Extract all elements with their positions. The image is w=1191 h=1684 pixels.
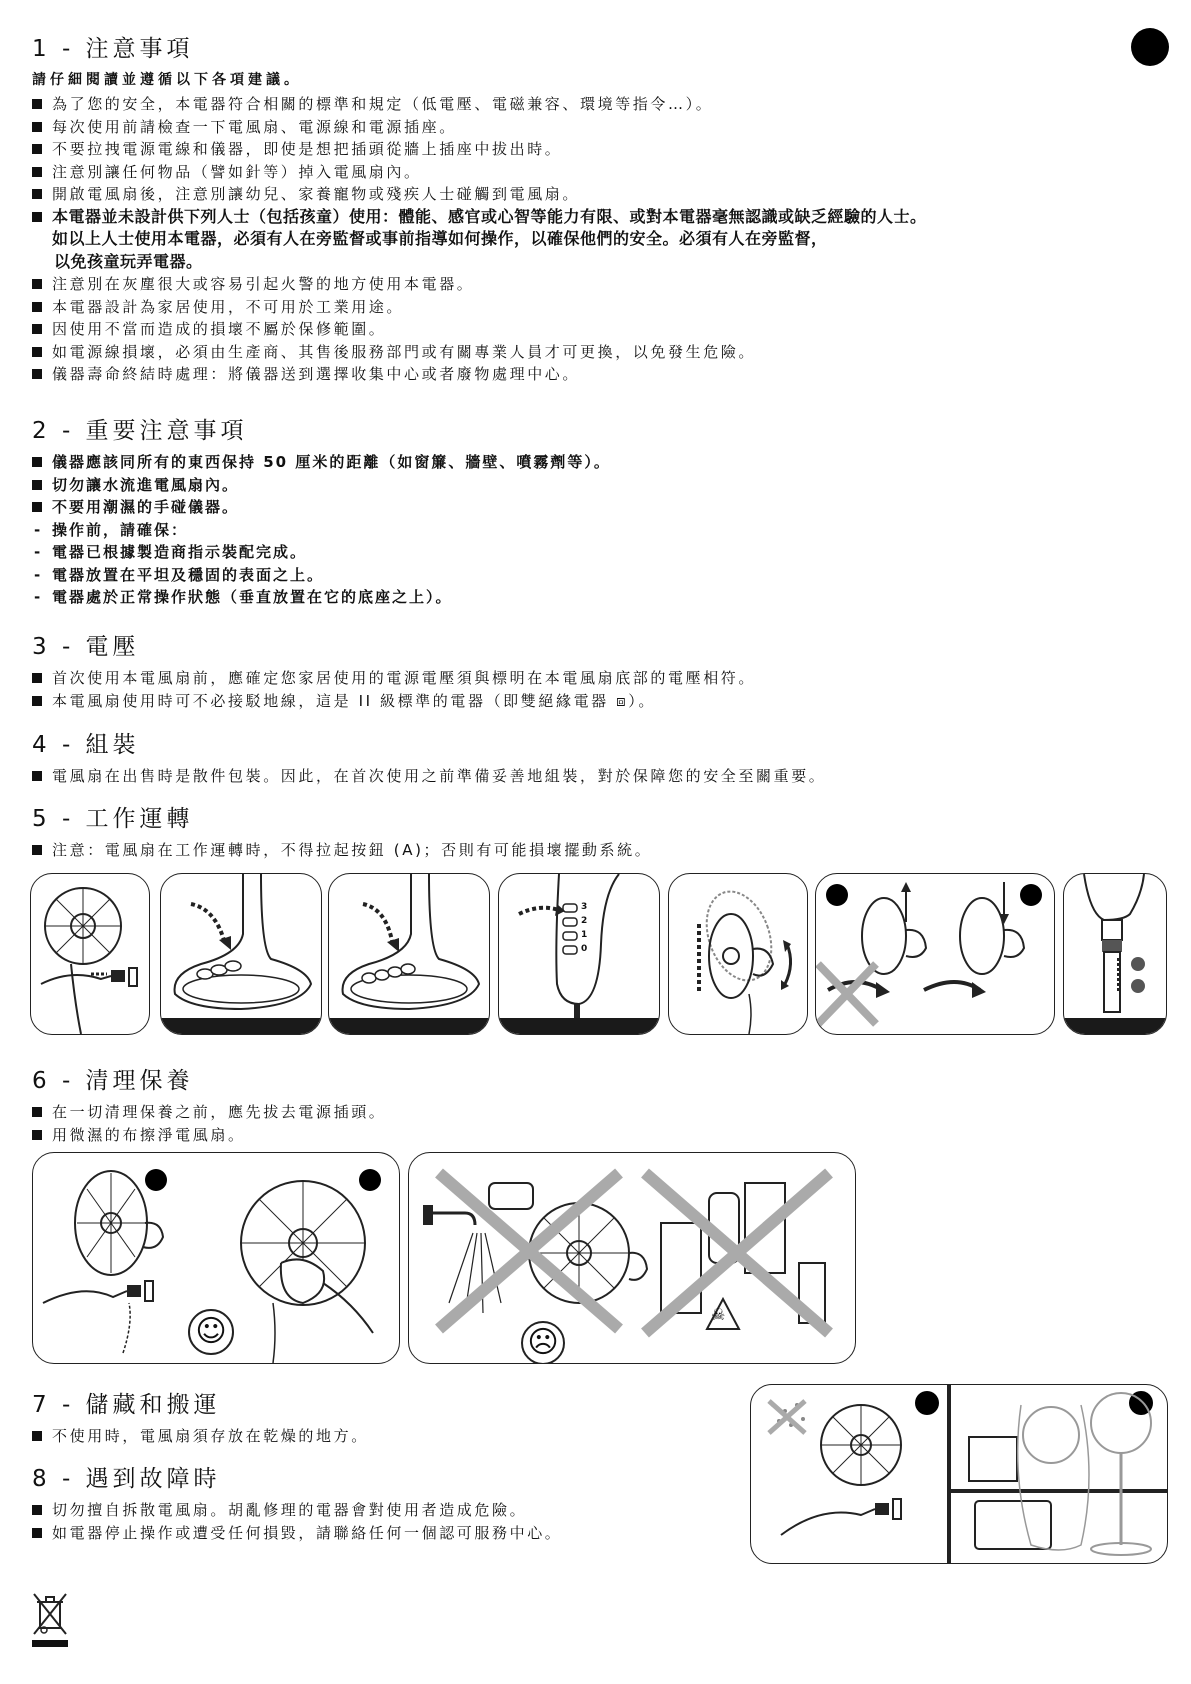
section-operation [32, 800, 1112, 862]
section-assembly [32, 726, 1112, 788]
list-item: 因使用不當而造成的損壞不屬於保修範圍。 [32, 318, 1112, 341]
square-bullet-icon [32, 302, 42, 312]
list-item: 切勿擅自拆散電風扇。胡亂修理的電器會對使用者造成危險。 [32, 1499, 1112, 1522]
section-voltage [32, 628, 1112, 712]
list-item: 不使用時，電風扇須存放在乾燥的地方。 [32, 1425, 1112, 1448]
section-title: 8 - 遇到故障時 [32, 1466, 221, 1492]
list-item-continuation: 如以上人士使用本電器，必須有人在旁監督或事前指導如何操作，以確保他們的安全。必須有人在旁監督， [52, 229, 828, 248]
square-bullet-icon [32, 189, 42, 199]
section-subtitle: 請仔細閱讀並遵循以下各項建議。 [32, 72, 302, 88]
square-bullet-icon [32, 480, 42, 490]
square-bullet-icon [32, 369, 42, 379]
square-bullet-icon [32, 1505, 42, 1515]
section-important [32, 412, 1112, 609]
illustration-cleaning-ok [32, 1152, 400, 1364]
list-item: 如電源線損壞，必須由生產商、其售後服務部門或有關專業人員才可更換，以免發生危險。 [32, 341, 1112, 364]
dash-item: - 操作前，請確保： [34, 520, 189, 539]
square-bullet-icon [32, 1130, 42, 1140]
square-bullet-icon [32, 1107, 42, 1117]
square-bullet-icon [32, 457, 42, 467]
list-item: 不要拉拽電源電線和儀器，即使是想把插頭從牆上插座中拔出時。 [32, 138, 1112, 161]
section-title: 6 - 清理保養 [32, 1068, 194, 1094]
list-item: 如電器停止操作或遭受任何損毀，請聯絡任何一個認可服務中心。 [32, 1522, 1112, 1545]
illustration-speed-buttons-1 [160, 873, 322, 1035]
section-cleaning [32, 1062, 1112, 1146]
illustration-storage [750, 1384, 1168, 1564]
square-bullet-icon [32, 144, 42, 154]
square-bullet-icon [32, 1431, 42, 1441]
square-bullet-icon [32, 845, 42, 855]
list-item: 本電器並未設計供下列人士（包括孩童）使用：體能、感官或心智等能力有限、或對本電器毫無認識或缺乏經驗的人士。 [32, 206, 1112, 229]
square-bullet-icon [32, 502, 42, 512]
square-bullet-icon [32, 99, 42, 109]
sad-face-icon: ☹ [521, 1321, 565, 1364]
illustration-speed-buttons-2 [328, 873, 490, 1035]
section-title: 5 - 工作運轉 [32, 806, 194, 832]
list-item: 電風扇在出售時是散件包裝。因此，在首次使用之前準備妥善地組裝，對於保障您的安全至關重要。 [32, 765, 1112, 788]
panel-band [161, 1018, 321, 1034]
list-item-continuation: 以免孩童玩弄電器。 [54, 251, 203, 271]
smiley-face-icon: ☺ [188, 1309, 234, 1355]
dash-item: - 電器已根據製造商指示裝配完成。 [34, 543, 308, 561]
list-item: 每次使用前請檢查一下電風扇、電源線和電源插座。 [32, 116, 1112, 139]
square-bullet-icon [32, 771, 42, 781]
list-item: 注意別讓任何物品（譬如針等）掉入電風扇內。 [32, 161, 1112, 184]
section-safety [32, 30, 1112, 386]
list-item: 切勿讓水流進電風扇內。 [32, 474, 1112, 497]
square-bullet-icon [32, 324, 42, 334]
section-title: 2 - 重要注意事項 [32, 418, 248, 444]
list-item: 為了您的安全，本電器符合相關的標準和規定（低電壓、電磁兼容、環境等指令…）。 [32, 93, 1112, 116]
dash-item: - 電器放置在平坦及穩固的表面之上。 [34, 565, 325, 584]
square-bullet-icon [32, 279, 42, 289]
section-title: 3 - 電壓 [32, 634, 140, 660]
section-title: 4 - 組裝 [32, 732, 140, 758]
list-item: 用微濕的布擦淨電風扇。 [32, 1124, 1112, 1147]
list-item: 開啟電風扇後，注意別讓幼兒、家養寵物或殘疾人士碰觸到電風扇。 [32, 183, 1112, 206]
illustration-control-column [498, 873, 660, 1035]
section-title: 7 - 儲藏和搬運 [32, 1392, 221, 1418]
corner-black-circle-icon [1131, 28, 1169, 66]
skull-crossbones-icon: ☠ [711, 1305, 726, 1324]
list-item: 首次使用本電風扇前，應確定您家居使用的電源電壓須與標明在本電風扇底部的電壓相符。 [32, 667, 1112, 690]
square-bullet-icon [32, 122, 42, 132]
list-item: 注意：電風扇在工作運轉時，不得拉起按鈕 (A)；否則有可能損壞擺動系統。 [32, 839, 1112, 862]
illustration-oscillation [815, 873, 1055, 1035]
panel-band [499, 1018, 659, 1034]
list-item: 本電風扇使用時可不必接駁地線，這是 II 級標準的電器（即雙絕緣電器 ⧈）。 [32, 690, 1112, 713]
section-title: 1 - 注意事項 [32, 36, 194, 62]
list-item: 不要用潮濕的手碰儀器。 [32, 496, 1112, 519]
square-bullet-icon [32, 1528, 42, 1538]
crossed-out-bin-icon [30, 1592, 70, 1648]
list-item: 在一切清理保養之前，應先拔去電源插頭。 [32, 1101, 1112, 1124]
square-bullet-icon [32, 347, 42, 357]
list-item: 儀器壽命終結時處理：將儀器送到選擇收集中心或者廢物處理中心。 [32, 363, 1112, 386]
dash-item: - 電器處於正常操作狀態（垂直放置在它的底座之上）。 [34, 588, 453, 606]
panel-band [1064, 1018, 1166, 1034]
square-bullet-icon [32, 212, 42, 222]
square-bullet-icon [32, 167, 42, 177]
speed-labels: 3 2 1 0 [581, 902, 588, 954]
square-bullet-icon [32, 673, 42, 683]
illustration-height-adjust [1063, 873, 1167, 1035]
list-item: 本電器設計為家居使用，不可用於工業用途。 [32, 296, 1112, 319]
illustration-plug-in [30, 873, 150, 1035]
list-item: 注意別在灰塵很大或容易引起火警的地方使用本電器。 [32, 273, 1112, 296]
panel-band [329, 1018, 489, 1034]
list-item: 儀器應該同所有的東西保持 50 厘米的距離（如窗簾、牆壁、噴霧劑等）。 [32, 451, 1112, 474]
illustration-tilt-head [668, 873, 808, 1035]
illustration-cleaning-not-ok [408, 1152, 856, 1364]
square-bullet-icon [32, 696, 42, 706]
